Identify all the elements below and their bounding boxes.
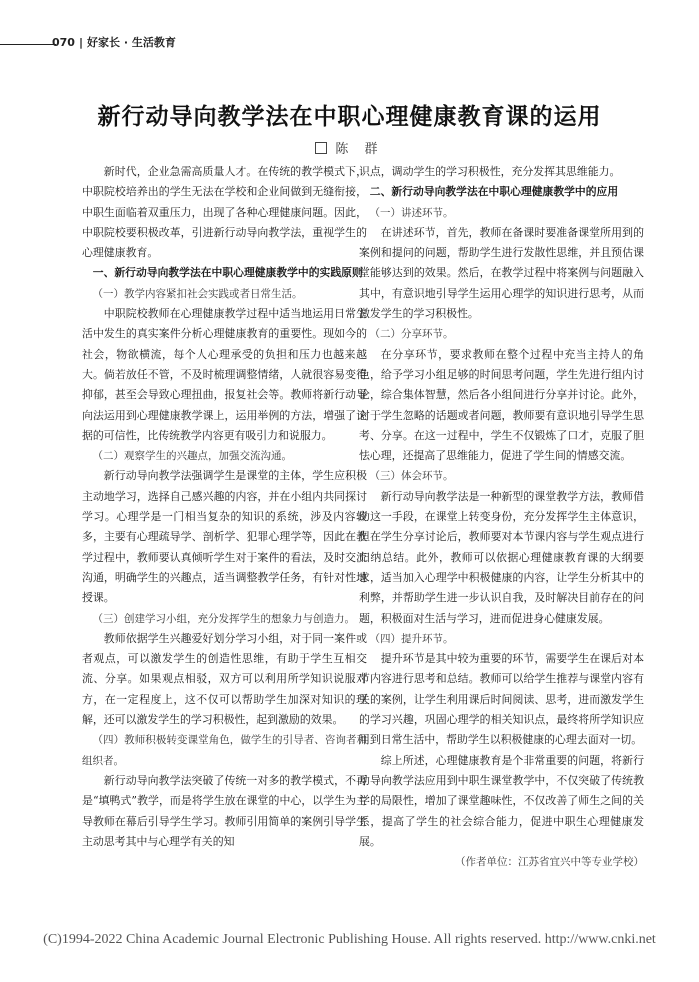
author-name: 陈 群 (335, 142, 384, 157)
page-number: 070 (52, 36, 75, 49)
paragraph: 新行动导向教学法突破了传统一对多的教学模式，不再是“填鸭式”教学，而是将学生放在课堂的中心，以学生为主导教师在幕后引导学生学习。教师引用简单的案例引导学生主动思考其中与心理学有关的知 (82, 773, 367, 848)
paragraph: 教师依据学生兴趣爱好划分学习小组，对于同一案件或者观点，可以激发学生的创造性思维，有助于学生互相交流、分享。如果观点相驳，双方可以利用所学知识说服对方，在一定程度上，这不仅可以帮助学生加深对知识的理解，还可以激发学生的学习积极性，起到激励的效果。 (82, 631, 367, 727)
author-line (0, 138, 699, 157)
section-heading: 一、新行动导向教学法在中职心理健康教学中的实践原则 (92, 266, 363, 280)
subsection-heading: （四）提升环节。 (369, 632, 454, 645)
paragraph: 新行动导向教学法是一种新型的课堂教学方法，教师借助这一手段，在课堂上转变身份，充分发挥学生主体意识，但在学生分享讨论后，教师要对本节课内容与学生观点进行归纳总结。此外，教师可以依据心理健康教育课的大纲要求，适当加入心理学中积极健康的内容，让学生分析其中的利弊，并帮助学生进一步认识自我，及时解决目前存在的问题，积极面对生活与学习，进而促进身心健康发展。 (359, 489, 644, 625)
header-separator: | (78, 36, 83, 49)
left-column (82, 162, 367, 852)
copyright-footer: (C)1994-2022 China Academic Journal Electronic Publishing House. All rights reserved. http://www.cnki.net (43, 932, 656, 947)
paragraph: 新行动导向教学法强调学生是课堂的主体，学生应积极主动地学习，选择自己感兴趣的内容，并在小组内共同探讨学习。心理学是一门相当复杂的知识的系统，涉及内容较多，主要有心理疏导学、剖析学、犯罪心理学等，因此在教学过程中，教师要认真倾听学生对于案件的看法，及时交流沟通，明确学生的兴趣点，适当调整教学任务，有针对性地授课。 (82, 469, 367, 605)
subsection-heading: （四）教师积极转变课堂角色，做学生的引导者、咨询者和组织者。 (82, 734, 367, 767)
paragraph: 综上所述，心理健康教育是个非常重要的问题，将新行动导向教学法应用到中职生课堂教学中，不仅突破了传统教学的局限性，增加了课堂趣味性，不仅改善了师生之间的关系，提高了学生的社会综合能力，促进中职生心理健康发展。 (359, 753, 644, 848)
author-box-icon (315, 142, 327, 154)
subsection-heading: （三）创建学习小组，充分发挥学生的想象力与创造力。 (92, 612, 355, 625)
running-header (52, 36, 176, 50)
right-column (359, 162, 644, 872)
journal-name: 好家长 · 生活教育 (87, 36, 176, 49)
subsection-heading: （二）分享环节。 (369, 328, 454, 341)
author-affiliation: （作者单位：江苏省宜兴中等专业学校） (455, 856, 644, 869)
paragraph: 中职院校教师在心理健康教学过程中适当地运用日常生活中发生的真实案件分析心理健康教育的重要性。现如今的社会，物欲横流，每个人心理承受的负担和压力也越来越大。倘若放任不管，不及时梳理调整情绪，人就很容易变得抑郁，甚至会导致心理扭曲，报复社会等。教师将新行动导向法运用到心理健康教学课上，运用举例的方法，增强了论据的可信性，比传统教学内容更有吸引力和说服力。 (82, 307, 367, 442)
subsection-heading: （一）讲述环节。 (369, 206, 454, 219)
article-title: 新行动导向教学法在中职心理健康教育课的运用 (97, 104, 602, 130)
subsection-heading: （三）体会环节。 (369, 470, 454, 483)
section-heading: 二、新行动导向教学法在中职心理健康教学中的应用 (369, 185, 619, 199)
paragraph: 识点，调动学生的学习积极性，充分发挥其思维能力。 (359, 165, 621, 178)
header-rule (0, 44, 56, 45)
subsection-heading: （二）观察学生的兴趣点，加强交流沟通。 (92, 450, 292, 463)
paragraph: 新时代，企业急需高质量人才。在传统的教学模式下，中职院校培养出的学生无法在学校和企业间做到无缝衔接，中职生面临着双重压力，出现了各种心理健康问题。因此，中职院校要积极改革，引进新行动导向教学法，重视学生的心理健康教育。 (82, 165, 367, 260)
paragraph: 在讲述环节，首先，教师在备课时要准备课堂所用到的案例和提问的问题，帮助学生进行发散性思维，并且预估课堂能够达到的效果。然后，在教学过程中将案例与问题融入其中，有意识地引导学生运用心理学的知识进行思考，从而激发学生的学习积极性。 (359, 225, 644, 321)
paragraph: 提升环节是其中较为重要的环节，需要学生在课后对本节内容进行思考和总结。教师可以给学生推荐与课堂内容有关的案例，让学生利用课后时间阅读、思考，进而激发学生的学习兴趣，巩固心理学的相关知识点，最终将所学知识应用到日常生活中，帮助学生以积极健康的心理去面对一切。 (359, 652, 644, 747)
paragraph: 在分享环节，要求教师在整个过程中充当主持人的角色，给予学习小组足够的时间思考问题，学生先进行组内讨论，综合集体智慧，然后各小组间进行分享并讨论。此外，对于学生忽略的话题或者问题，教师要有意识地引导学生思考、分享。在这一过程中，学生不仅锻炼了口才，克服了胆怯心理，还提高了思维能力，促进了学生间的情感交流。 (359, 347, 644, 463)
subsection-heading: （一）教学内容紧扣社会实践或者日常生活。 (92, 287, 303, 300)
